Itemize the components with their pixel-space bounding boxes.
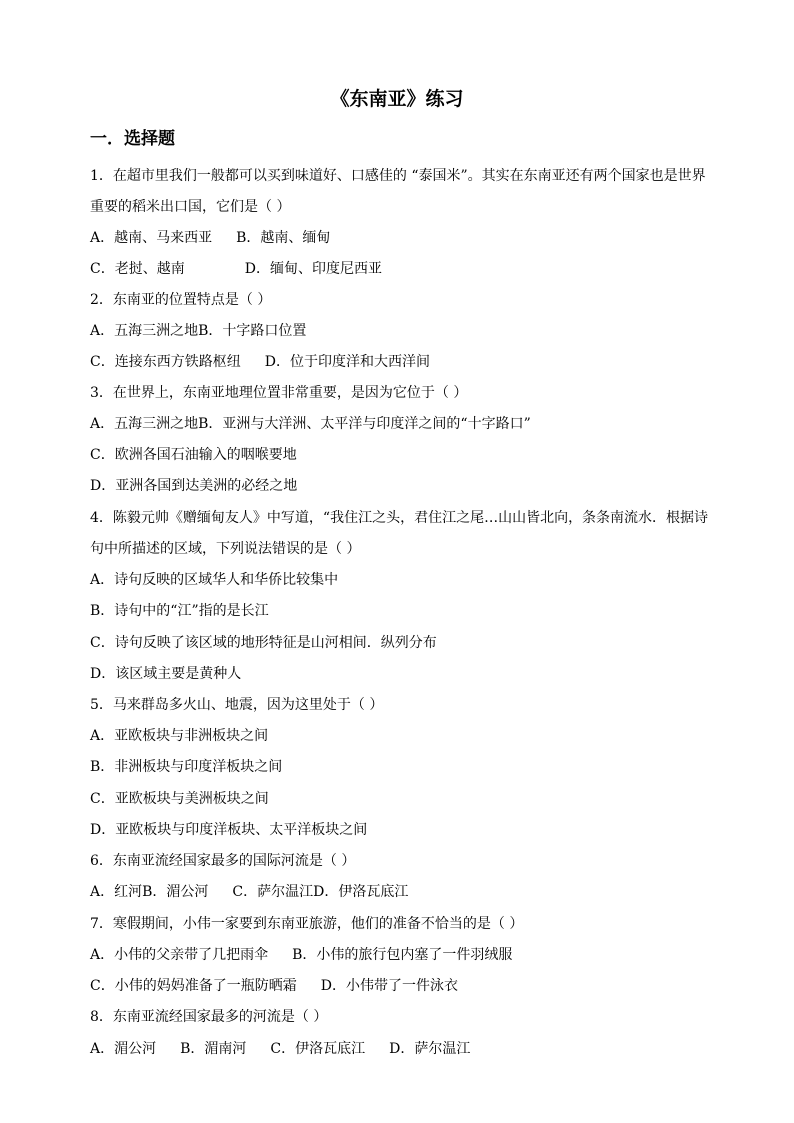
q2-option-a: A．五海三洲之地: [90, 323, 199, 339]
q6-option-d: D．伊洛瓦底江: [313, 884, 409, 900]
q5-option-d: D．亚欧板块与印度洋板块、太平洋板块之间: [90, 822, 368, 838]
q7-option-b: B．小伟的旅行包内塞了一件羽绒服: [292, 947, 513, 963]
q7-option-d: D．小伟带了一件泳衣: [320, 978, 458, 994]
q6-options-row: [90, 882, 710, 902]
q3-option-b: B．亚洲与大洋洲、太平洋与印度洋之间的“十字路口”: [198, 416, 531, 432]
section-heading: 一．选择题: [90, 129, 175, 149]
q2-options-row-2: [90, 352, 710, 372]
q6-option-a: A．红河: [90, 884, 143, 900]
q1-stem-line-2: 重要的稻米出口国，它们是（ ）: [90, 199, 291, 215]
q4-option-d: D．该区域主要是黄种人: [90, 666, 242, 682]
q5-option-a: A．亚欧板块与非洲板块之间: [90, 728, 269, 744]
q4-stem-line-2: 句中所描述的区域，下列说法错误的是（ ）: [90, 541, 361, 557]
q4-option-b: B．诗句中的“江”指的是长江: [90, 603, 269, 619]
q7-options-row-1: [90, 945, 710, 965]
q8-option-d: D．萨尔温江: [389, 1041, 471, 1057]
q2-option-c: C．连接东西方铁路枢纽: [90, 354, 241, 370]
q5-stem: 5．马来群岛多火山、地震，因为这里处于（ ）: [90, 697, 384, 713]
q8-option-c: C．伊洛瓦底江: [270, 1041, 366, 1057]
q7-stem: 7．寒假期间，小伟一家要到东南亚旅游，他们的准备不恰当的是（ ）: [90, 916, 524, 932]
q2-stem: 2．东南亚的位置特点是（ ）: [90, 292, 272, 308]
q1-option-c: C．老挝、越南: [90, 261, 185, 277]
q1-option-a: A．越南、马来西亚: [90, 230, 213, 246]
q3-option-d: D．亚洲各国到达美洲的必经之地: [90, 478, 298, 494]
q8-stem: 8．东南亚流经国家最多的河流是（ ）: [90, 1009, 328, 1025]
q4-option-c: C．诗句反映了该区域的地形特征是山河相间．纵列分布: [90, 635, 437, 651]
q7-options-row-2: [90, 976, 710, 996]
q8-options-row: [90, 1039, 710, 1059]
q6-option-b: B．湄公河: [142, 884, 209, 900]
q1-option-d: D．缅甸、印度尼西亚: [244, 261, 382, 277]
q6-stem: 6．东南亚流经国家最多的国际河流是（ ）: [90, 853, 356, 869]
q6-option-c: C．萨尔温江: [232, 884, 314, 900]
q1-stem-line-1: 1．在超市里我们一般都可以买到味道好、口感佳的 “泰国米”。其实在东南亚还有两个国家也是世界: [90, 168, 706, 184]
q8-option-a: A．湄公河: [90, 1041, 157, 1057]
q1-option-b: B．越南、缅甸: [236, 230, 331, 246]
q2-option-b: B．十字路口位置: [198, 323, 307, 339]
q7-option-a: A．小伟的父亲带了几把雨伞: [90, 947, 269, 963]
q2-options-row-1: [90, 321, 710, 341]
q4-stem-line-1: 4．陈毅元帅《赠缅甸友人》中写道，“我住江之头，君住江之尾…山山皆北向，条条南流水．根据诗: [90, 510, 709, 526]
q5-option-c: C．亚欧板块与美洲板块之间: [90, 791, 269, 807]
q3-option-a: A．五海三洲之地: [90, 416, 199, 432]
page-title: 《东南亚》练习: [330, 88, 464, 110]
q5-option-b: B．非洲板块与印度洋板块之间: [90, 759, 283, 775]
q7-option-c: C．小伟的妈妈准备了一瓶防晒霜: [90, 978, 297, 994]
q3-stem: 3．在世界上，东南亚地理位置非常重要，是因为它位于（ ）: [90, 385, 468, 401]
q4-option-a: A．诗句反映的区域华人和华侨比较集中: [90, 572, 339, 588]
q8-option-b: B．湄南河: [180, 1041, 247, 1057]
q3-option-c: C．欧洲各国石油输入的咽喉要地: [90, 447, 297, 463]
q1-options-row-1: [90, 228, 710, 248]
q2-option-d: D．位于印度洋和大西洋间: [264, 354, 430, 370]
q1-options-row-2: [90, 259, 710, 279]
q3-options-row-1: [90, 414, 710, 434]
